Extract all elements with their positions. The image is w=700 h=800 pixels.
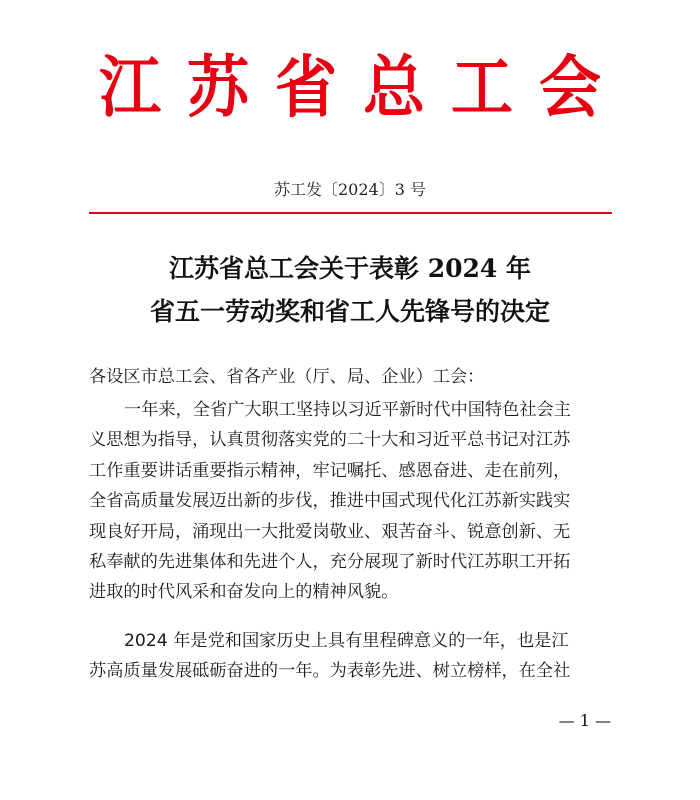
paragraph-2 xyxy=(89,626,612,687)
paragraph-line: 苏高质量发展砥砺奋进的一年。为表彰先进、树立榜样，在全社 xyxy=(89,661,571,682)
organization-masthead: 江苏省总工会 xyxy=(98,48,627,127)
paragraph-line: 私奉献的先进集体和先进个人，充分展现了新时代江苏职工开拓 xyxy=(89,551,571,572)
paragraph-line: 工作重要讲话重要指示精神，牢记嘱托、感恩奋进、走在前列， xyxy=(89,460,571,481)
salutation: 各设区市总工会、省各产业（厅、局、企业）工会： xyxy=(89,367,485,387)
document-title-line-1: 江苏省总工会关于表彰 2024 年 xyxy=(169,254,531,283)
paragraph-1 xyxy=(89,395,612,608)
paragraph-line: 全省高质量发展迈出新的步伐，推进中国式现代化江苏新实践实 xyxy=(89,491,571,512)
paragraph-line: 义思想为指导，认真贯彻落实党的二十大和习近平总书记对江苏 xyxy=(89,430,571,451)
paragraph-line: 一年来，全省广大职工坚持以习近平新时代中国特色社会主 xyxy=(124,400,571,420)
paragraph-line: 进取的时代风采和奋发向上的精神风貌。 xyxy=(89,582,399,603)
paragraph-line: 2024 年是党和国家历史上具有里程碑意义的一年，也是江 xyxy=(124,631,569,651)
document-number: 苏工发〔2024〕3 号 xyxy=(274,180,426,199)
document-title-line-2: 省五一劳动奖和省工人先锋号的决定 xyxy=(149,297,550,326)
red-divider-line xyxy=(89,212,612,214)
paragraph-line: 现良好开局，涌现出一大批爱岗敬业、艰苦奋斗、锐意创新、无 xyxy=(89,521,571,542)
page-number: — 1 — xyxy=(558,711,611,730)
